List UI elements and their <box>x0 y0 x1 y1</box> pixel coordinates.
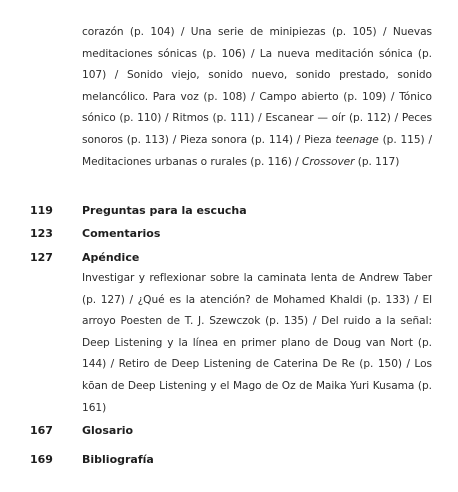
toc-page-number: 167 <box>30 424 53 437</box>
toc-title: Glosario <box>82 424 134 437</box>
toc-title: Comentarios <box>82 227 161 240</box>
continuation-text <box>82 22 432 200</box>
toc-title: Bibliografía <box>82 453 154 466</box>
toc-title: Apéndice <box>82 251 140 264</box>
continuation-segment-italic: Crossover <box>301 155 355 168</box>
toc-page-number: 169 <box>30 453 53 466</box>
toc-page-number: 123 <box>30 227 53 240</box>
toc-page-number: 119 <box>30 204 53 217</box>
appendix-contents: Investigar y reflexionar sobre la caminata lenta de Andrew Taber (p. 127) / ¿Qué es la atención? de Mohamed Khaldi (p. 133) / El arroyo Poesten de T. J. Szewczok (p. 135) / Del ruido a la señal: Deep Listening y la línea en primer plano de Doug van Nort (p. 144) / Retiro de Deep Listening de Caterina De Re (p. 150) / Los kōan de Deep Listening y el Mago de Oz de Maika Yuri Kusama (p. 161) <box>82 272 432 414</box>
toc-title: Preguntas para la escucha <box>82 204 247 217</box>
continuation-segment: (p. 117) <box>354 155 400 168</box>
continuation-segment: corazón (p. 104) / Una serie de minipiezas (p. 105) / Nuevas meditaciones sónicas (p. 106) / La nueva meditación sónica (p. 107) / Sonido viejo, sonido nuevo, sonido prestado, sonido melancólico. Para voz (p. 108) / Campo abierto (p. 109) / Tónico sónico (p. 110) / Ritmos (p. 111) / Escanear — oír (p. 112) / Peces sonoros (p. 113) / Pieza sonora (p. 114) / Pieza <box>82 26 432 146</box>
toc-page-number: 127 <box>30 251 53 264</box>
continuation-segment: (p. 115) / Meditaciones urbanas o rurales (p. 116) / <box>82 133 432 168</box>
continuation-segment-italic: teenage <box>335 133 379 146</box>
